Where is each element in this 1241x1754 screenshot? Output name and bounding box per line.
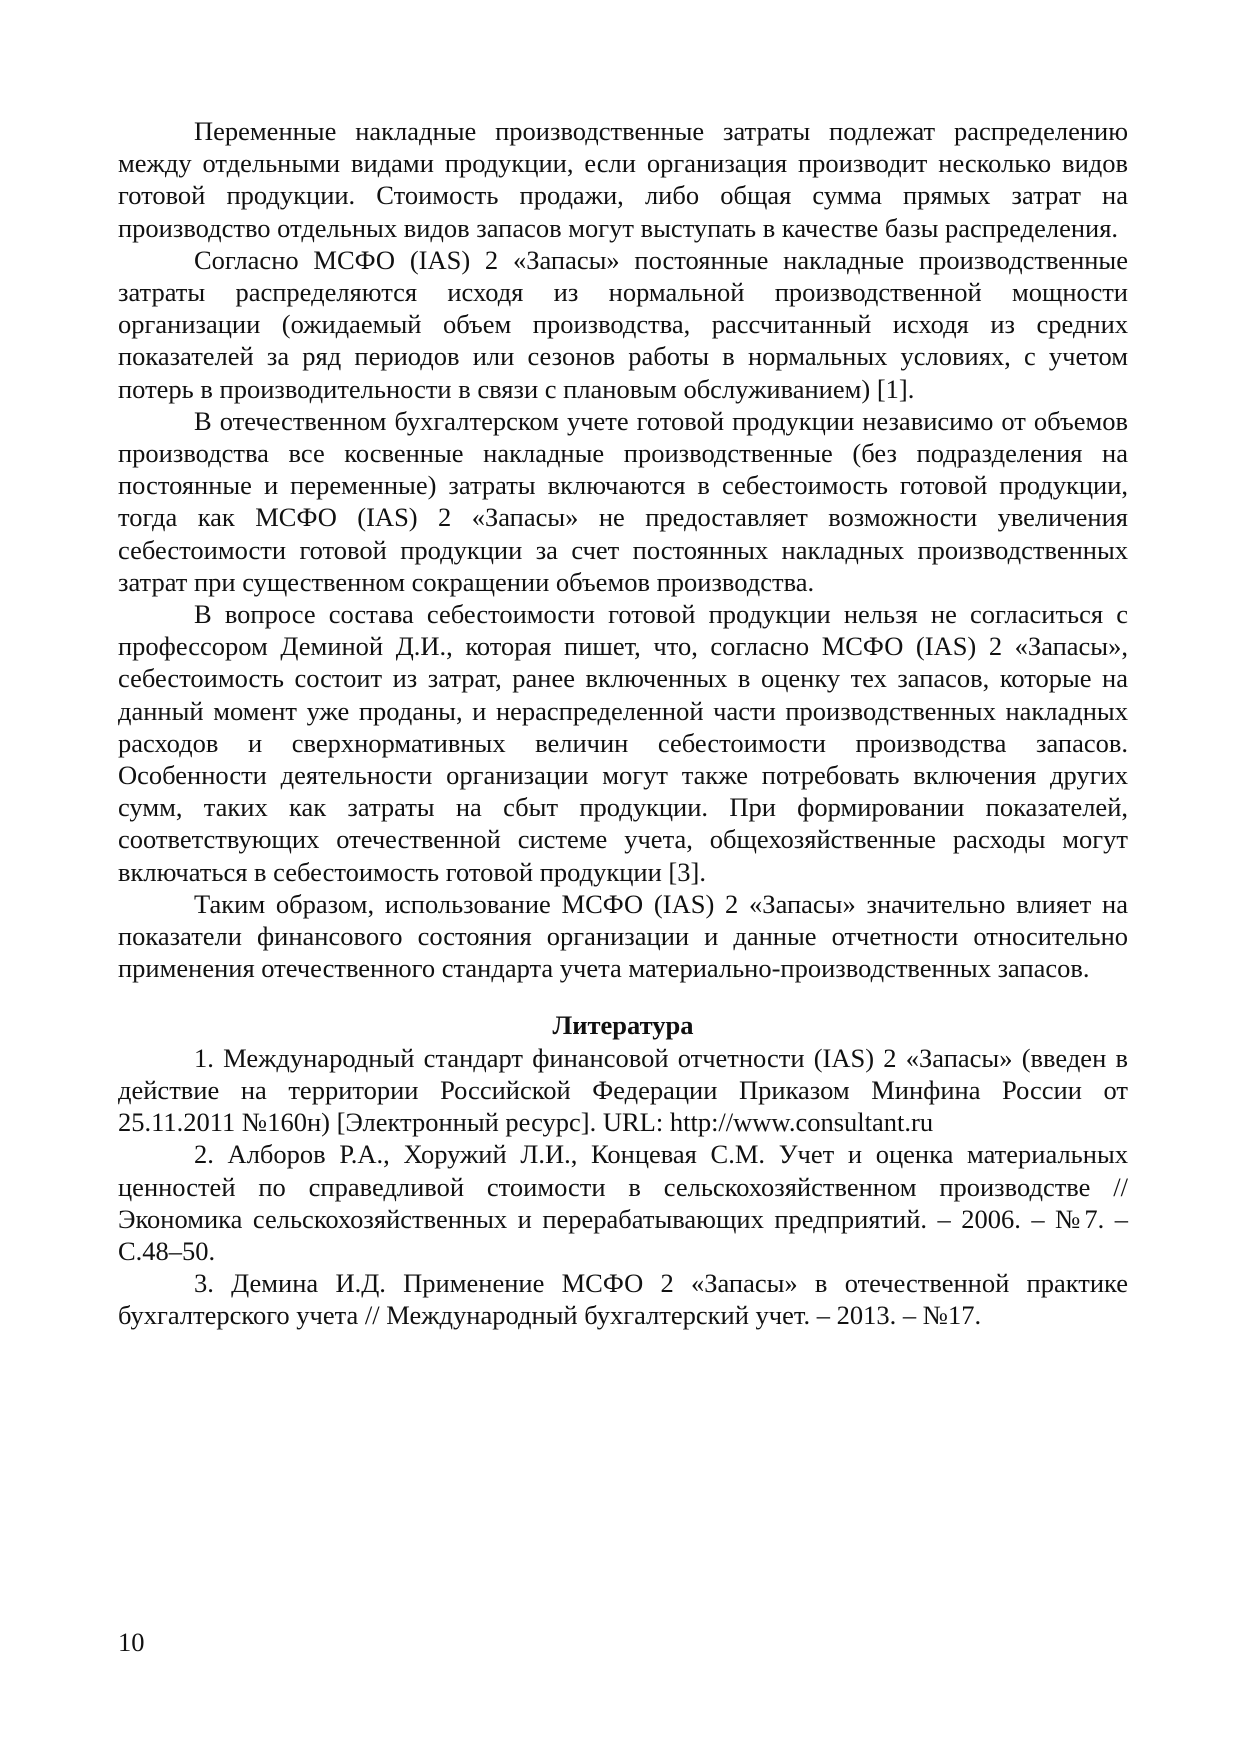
body-paragraph-2: Согласно МСФО (IAS) 2 «Запасы» постоянные накладные производственные затраты распределяются исходя из нормальной производственной мощности организации (ожидаемый объем производства, рассчитанный исходя из средних показателей за ряд периодов или сезонов работы в нормальных условиях, с учетом потерь в производительности в связи с плановым обслуживанием) [1]. bbox=[118, 244, 1128, 404]
body-paragraph-5: Таким образом, использование МСФО (IAS) 2 «Запасы» значительно влияет на показатели финансового состояния организации и данные отчетности относительно применения отечественного стандарта учета материально-производственных запасов. bbox=[118, 888, 1128, 984]
body-paragraph-1: Переменные накладные производственные затраты подлежат распределению между отдельными видами продукции, если организация производит несколько видов готовой продукции. Стоимость продажи, либо общая сумма прямых затрат на производство отдельных видов запасов могут выступать в качестве базы распределения. bbox=[118, 116, 1128, 243]
reference-3: 3. Демина И.Д. Применение МСФО 2 «Запасы» в отечественной практике бухгалтерского учета // Международный бухгалтерский учет. – 2013. – №17. bbox=[118, 1268, 1128, 1331]
reference-2: 2. Алборов Р.А., Хоружий Л.И., Концевая С.М. Учет и оценка материальных ценностей по справедливой стоимости в сельскохозяйственном производстве // Экономика сельскохозяйственных и перерабатывающих предприятий. – 2006. – №7. – С.48–50. bbox=[118, 1139, 1128, 1266]
page-number: 10 bbox=[118, 1627, 145, 1657]
body-paragraph-4: В вопросе состава себестоимости готовой продукции нельзя не согласиться с профессором Деминой Д.И., которая пишет, что, согласно МСФО (IAS) 2 «Запасы», себестоимость состоит из затрат, ранее включенных в оценку тех запасов, которые на данный момент уже проданы, и нераспределенной части производственных накладных расходов и сверхнормативных величин себестоимости производства запасов. Особенности деятельности организации могут также потребовать включения других сумм, таких как затраты на сбыт продукции. При формировании показателей, соответствующих отечественной системе учета, общехозяйственные расходы могут включаться в себестоимость готовой продукции [3]. bbox=[118, 599, 1128, 887]
body-paragraph-3: В отечественном бухгалтерском учете готовой продукции независимо от объемов производства все косвенные накладные производственные (без подразделения на постоянные и переменные) затраты включаются в себестоимость готовой продукции, тогда как МСФО (IAS) 2 «Запасы» не предоставляет возможности увеличения себестоимости готовой продукции за счет постоянных накладных производственных затрат при существенном сокращении объемов производства. bbox=[118, 405, 1128, 597]
page-content bbox=[118, 115, 1128, 1332]
literature-heading: Литература bbox=[552, 1010, 694, 1041]
reference-1: 1. Международный стандарт финансовой отчетности (IAS) 2 «Запасы» (введен в действие на территории Российской Федерации Приказом Минфина России от 25.11.2011 №160н) [Электронный ресурс]. URL: http://www.consultant.ru bbox=[118, 1042, 1128, 1138]
